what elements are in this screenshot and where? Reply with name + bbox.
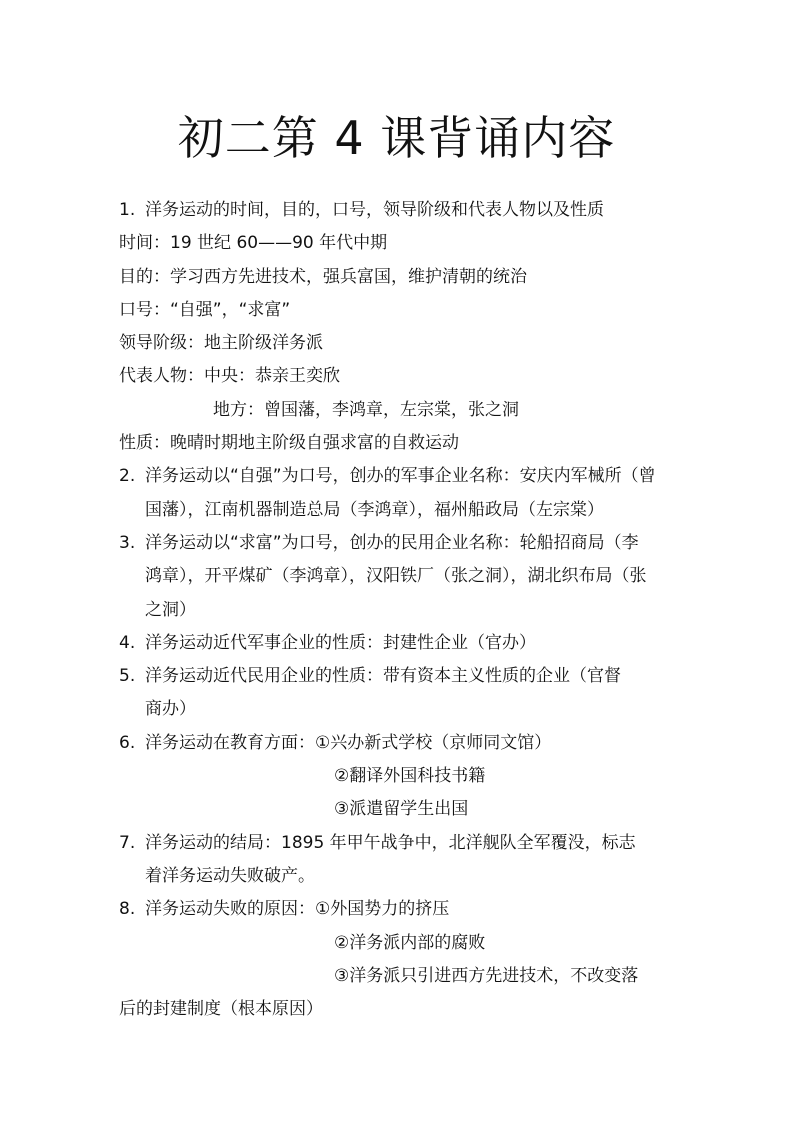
sub-point: ③派遣留学生出国 xyxy=(334,799,469,820)
item-number: 3. xyxy=(119,532,136,553)
item-continuation: 之洞） xyxy=(145,599,196,620)
sub-point: ②翻译外国科技书籍 xyxy=(334,766,486,787)
item-text: 洋务运动近代民用企业的性质：带有资本主义性质的企业（官督 xyxy=(145,666,621,687)
item-text: 洋务运动失败的原因：①外国势力的挤压 xyxy=(145,899,450,920)
item-text: 洋务运动以“求富”为口号，创办的民用企业名称：轮船招商局（李 xyxy=(145,532,639,553)
list-item-3 xyxy=(119,527,679,560)
item-text: 洋务运动以“自强”为口号，创办的军事企业名称：安庆内军械所（曾 xyxy=(145,466,656,487)
sub-point: ②洋务派内部的腐败 xyxy=(334,932,486,953)
nature-line: 性质：晚晴时期地主阶级自强求富的自救运动 xyxy=(119,433,459,454)
item-continuation: 商办） xyxy=(145,699,196,720)
leading-class-line: 领导阶级：地主阶级洋务派 xyxy=(119,333,323,354)
list-item-6 xyxy=(119,727,679,760)
page-title: 初二第 4 课背诵内容 xyxy=(177,111,616,165)
document-body xyxy=(119,194,679,1026)
item-continuation: 国藩），江南机器制造总局（李鸿章），福州船政局（左宗棠） xyxy=(145,499,604,520)
sub-point: ③洋务派只引进西方先进技术，不改变落 xyxy=(334,965,639,986)
item-number: 1. xyxy=(119,200,136,220)
item-number: 5. xyxy=(119,666,136,687)
item-number: 6. xyxy=(119,732,136,753)
list-item-2 xyxy=(119,460,679,493)
item-text: 洋务运动的结局：1895 年甲午战争中，北洋舰队全军覆没，标志 xyxy=(145,832,636,853)
list-item-8 xyxy=(119,893,679,926)
item-text: 洋务运动近代军事企业的性质：封建性企业（官办） xyxy=(145,632,536,653)
list-item-4 xyxy=(119,627,679,660)
item-continuation: 后的封建制度（根本原因） xyxy=(119,999,323,1020)
list-item-5 xyxy=(119,660,679,693)
item-number: 2. xyxy=(119,466,136,487)
purpose-line: 目的：学习西方先进技术，强兵富国，维护清朝的统治 xyxy=(119,266,527,287)
list-item-7 xyxy=(119,827,679,860)
item-text: 洋务运动的时间，目的，口号，领导阶级和代表人物以及性质 xyxy=(145,200,604,220)
item-continuation: 着洋务运动失败破产。 xyxy=(145,865,315,886)
item-continuation: 鸿章），开平煤矿（李鸿章），汉阳铁厂（张之洞），湖北织布局（张 xyxy=(145,566,647,587)
item-number: 4. xyxy=(119,632,136,653)
item-number: 8. xyxy=(119,899,136,920)
slogan-line: 口号：“自强”，“求富” xyxy=(119,299,291,320)
representatives-local-line: 地方：曾国藩，李鸿章，左宗棠，张之洞 xyxy=(213,399,519,420)
time-line: 时间：19 世纪 60——90 年代中期 xyxy=(119,233,388,254)
item-number: 7. xyxy=(119,832,136,853)
item-text: 洋务运动在教育方面：①兴办新式学校（京师同文馆） xyxy=(145,732,552,753)
representatives-central-line: 代表人物：中央：恭亲王奕欣 xyxy=(119,366,340,387)
list-item-1 xyxy=(119,194,679,227)
